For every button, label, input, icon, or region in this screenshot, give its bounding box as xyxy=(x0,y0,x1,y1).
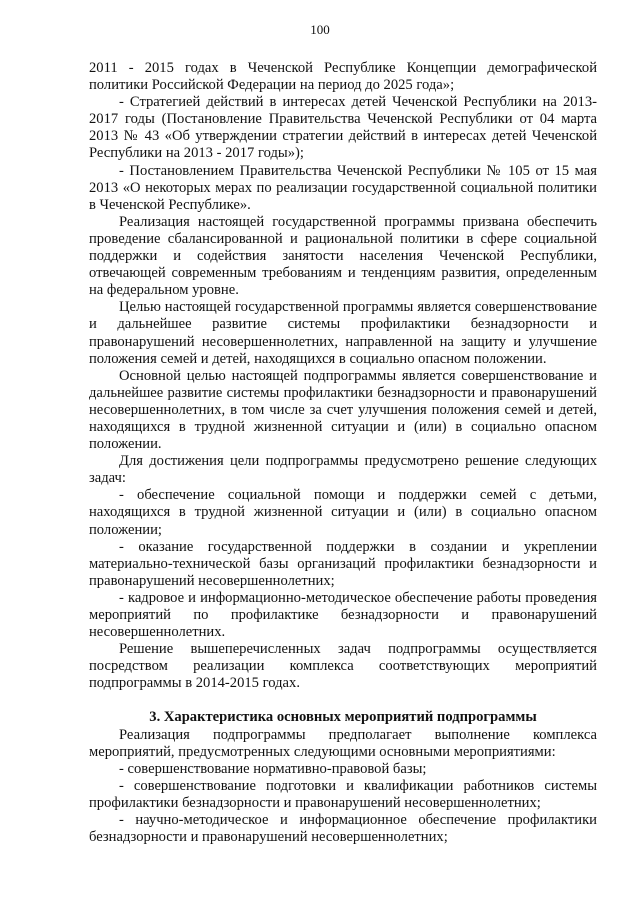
section-spacer xyxy=(89,692,597,709)
paragraph-tasks-intro: Для достижения цели подпрограммы предусмотрено решение следующих задач: xyxy=(89,453,597,487)
page-number: 100 xyxy=(310,22,330,37)
paragraph-tasks-solution: Решение вышеперечисленных задач подпрограммы осуществляется посредством реализации комплекса соответствующих мероприятий подпрограммы в 2014-2015 годах. xyxy=(89,641,597,692)
paragraph-program-goal: Целью настоящей государственной программы является совершенствование и дальнейшее развитие системы профилактики безнадзорности и правонарушений несовершеннолетних, направленной на защиту и улучшение положения семей и детей, находящихся в социально опасном положении. xyxy=(89,299,597,367)
list-item-task-2: - оказание государственной поддержки в создании и укреплении материально-технической базы организаций профилактики безнадзорности и правонарушений несовершеннолетних; xyxy=(89,538,597,589)
list-item-activity-2: - совершенствование подготовки и квалификации работников системы профилактики безнадзорности и правонарушений несовершеннолетних; xyxy=(89,777,597,811)
paragraph-activities-intro: Реализация подпрограммы предполагает выполнение комплекса мероприятий, предусмотренных следующими основными мероприятиями: xyxy=(89,726,597,760)
list-item-activity-3: - научно-методическое и информационное обеспечение профилактики безнадзорности и правонарушений несовершеннолетних; xyxy=(89,812,597,846)
list-item-strategy: - Стратегией действий в интересах детей Чеченской Республики на 2013-2017 годы (Постановление Правительства Чеченской Республики от 04 марта 2013 № 43 «Об утверждении стратегии действий в интересах детей Чеченской Республики на 2013 - 2017 годы»); xyxy=(89,94,597,162)
list-item-resolution: - Постановлением Правительства Чеченской Республики № 105 от 15 мая 2013 «О некоторых мерах по реализации государственной социальной политики в Чеченской Республике». xyxy=(89,162,597,213)
paragraph-implementation: Реализация настоящей государственной программы призвана обеспечить проведение сбалансированной и рациональной политики в сфере социальной поддержки и содействия занятости населения Чеченской Республики, отвечающей современным требованиям и тенденциям развития, определенным на федеральном уровне. xyxy=(89,213,597,299)
section-heading: 3. Характеристика основных мероприятий подпрограммы xyxy=(149,709,537,726)
list-item-task-1: - обеспечение социальной помощи и поддержки семей с детьми, находящихся в трудной жизненной ситуации и (или) в социально опасном положении; xyxy=(89,487,597,538)
paragraph-continuation: 2011 - 2015 годах в Чеченской Республике Концепции демографической политики Российской Федерации на период до 2025 года»; xyxy=(89,60,597,94)
list-item-task-3: - кадровое и информационно-методическое обеспечение работы проведения мероприятий по профилактике безнадзорности и правонарушений несовершеннолетних. xyxy=(89,589,597,641)
paragraph-subprogram-goal: Основной целью настоящей подпрограммы является совершенствование и дальнейшее развитие системы профилактики безнадзорности и правонарушений несовершеннолетних, в том числе за счет улучшения положения семей и детей, находящихся в трудной жизненной ситуации и (или) в социально опасном положении. xyxy=(89,367,597,453)
list-item-activity-1: - совершенствование нормативно-правовой базы; xyxy=(119,760,427,777)
body-text xyxy=(89,60,597,846)
